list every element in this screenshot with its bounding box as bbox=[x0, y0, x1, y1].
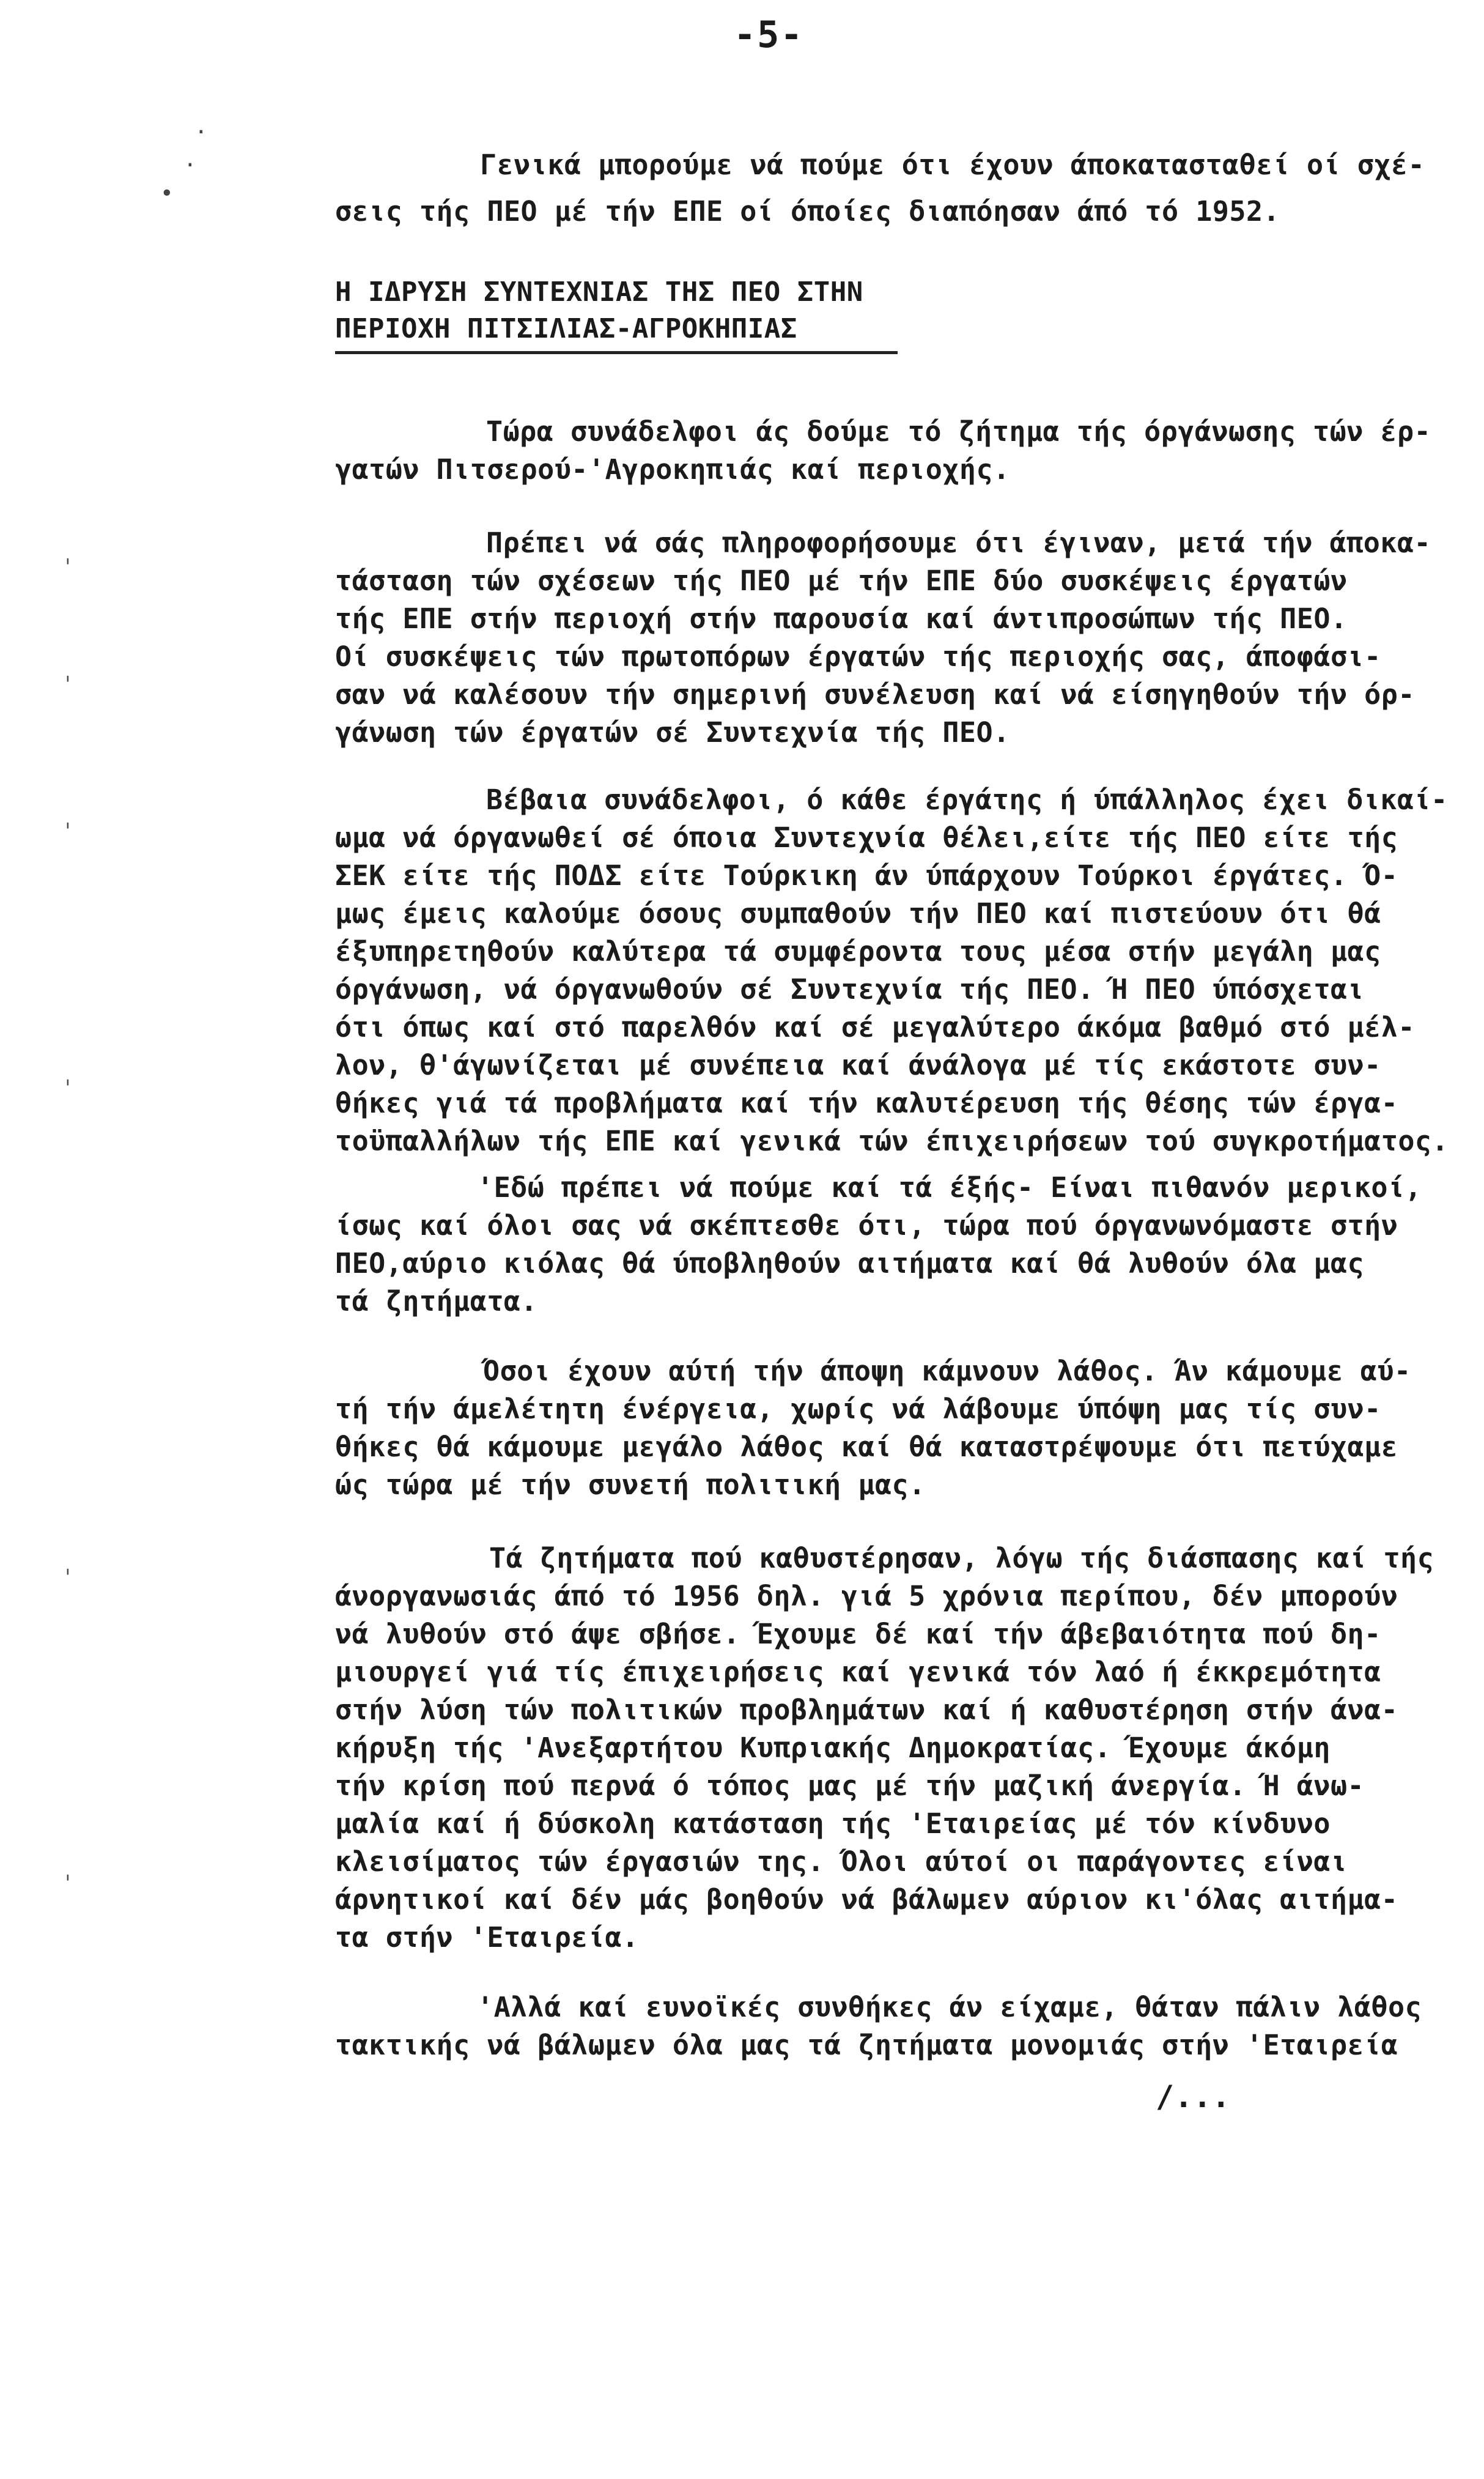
text-line: Πρέπει νά σάς πληροφορήσουμε ότι έγιναν, μετά τήν άποκα- bbox=[486, 527, 1431, 559]
margin-dot: ˈ bbox=[61, 555, 75, 580]
text-line: θήκες θά κάμουμε μεγάλο λάθος καί θά καταστρέψουμε ότι πετύχαμε bbox=[335, 1431, 1398, 1463]
text-line: τάσταση τών σχέσεων τής ΠΕΟ μέ τήν ΕΠΕ δύο συσκέψεις έργατών bbox=[335, 565, 1348, 597]
text-line: νά λυθούν στό άψε σβήσε. Έχουμε δέ καί τήν άβεβαιότητα πού δη- bbox=[335, 1618, 1381, 1650]
text-line: σεις τής ΠΕΟ μέ τήν ΕΠΕ οί όποίες διαπόησαν άπό τό 1952. bbox=[335, 195, 1280, 228]
text-line: ΣΕΚ είτε τής ΠΟΔΣ είτε Τούρκικη άν ύπάρχουν Τούρκοι έργάτες. Ό- bbox=[335, 859, 1398, 892]
text-line: θήκες γιά τά προβλήματα καί τήν καλυτέρευση τής θέσης τών έργα- bbox=[335, 1087, 1398, 1119]
text-line: τή τήν άμελέτητη ένέργεια, χωρίς νά λάβουμε ύπόψη μας τίς συν- bbox=[335, 1393, 1381, 1425]
text-line: κήρυξη τής 'Ανεξαρτήτου Κυπριακής Δημοκρατίας. Έχουμε άκόμη bbox=[335, 1732, 1331, 1764]
margin-dot: · bbox=[183, 153, 197, 178]
text-line: κλεισίματος τών έργασιών της. Όλοι αύτοί οι παράγοντες είναι bbox=[335, 1845, 1348, 1878]
text-line: μιουργεί γιά τίς έπιχειρήσεις καί γενικά τόν λαό ή έκκρεμότητα bbox=[335, 1656, 1381, 1688]
margin-dot: ˈ bbox=[61, 820, 75, 845]
text-line: άρνητικοί καί δέν μάς βοηθούν νά βάλωμεν αύριον κι'όλας αιτήμα- bbox=[335, 1883, 1398, 1916]
heading-line: Η ΙΔΡΥΣΗ ΣΥΝΤΕΧΝΙΑΣ ΤΗΣ ΠΕΟ ΣΤΗΝ bbox=[335, 276, 863, 308]
text-line: σαν νά καλέσουν τήν σημερινή συνέλευση καί νά είσηγηθούν τήν όρ- bbox=[335, 678, 1415, 711]
text-line: τακτικής νά βάλωμεν όλα μας τά ζητήματα μονομιάς στήν 'Εταιρεία bbox=[335, 2029, 1398, 2061]
text-line: μαλία καί ή δύσκολη κατάσταση τής 'Εταιρείας μέ τόν κίνδυνο bbox=[335, 1807, 1331, 1840]
continuation-mark: /... bbox=[1156, 2079, 1231, 2114]
text-line: ΠΕΟ,αύριο κιόλας θά ύποβληθούν αιτήματα καί θά λυθούν όλα μας bbox=[335, 1247, 1365, 1280]
text-line: Βέβαια συνάδελφοι, ό κάθε έργάτης ή ύπάλληλος έχει δικαί- bbox=[486, 784, 1448, 816]
text-line: τα στήν 'Εταιρεία. bbox=[335, 1921, 639, 1954]
text-line: γάνωση τών έργατών σέ Συντεχνία τής ΠΕΟ. bbox=[335, 716, 1010, 749]
text-line: τήν κρίση πού περνά ό τόπος μας μέ τήν μαζική άνεργία. Ή άνω- bbox=[335, 1769, 1365, 1802]
text-line: ότι όπως καί στό παρελθόν καί σέ μεγαλύτερο άκόμα βαθμό στό μέλ- bbox=[335, 1011, 1415, 1043]
text-line: Τά ζητήματα πού καθυστέρησαν, λόγω τής διάσπασης καί τής bbox=[489, 1542, 1434, 1574]
text-line: Οί συσκέψεις τών πρωτοπόρων έργατών τής περιοχής σας, άποφάσι- bbox=[335, 640, 1381, 673]
text-line: γατών Πιτσερού-'Αγροκηπιάς καί περιοχής. bbox=[335, 453, 1010, 486]
text-line: άνοργανωσιάς άπό τό 1956 δηλ. γιά 5 χρόνια περίπου, δέν μπορούν bbox=[335, 1580, 1398, 1612]
heading-line: ΠΕΡΙΟΧΗ ΠΙΤΣΙΛΙΑΣ-ΑΓΡΟΚΗΠΙΑΣ bbox=[335, 313, 797, 344]
margin-dot: ˈ bbox=[61, 673, 75, 698]
margin-dot: ˈ bbox=[61, 1076, 75, 1102]
text-line: έξυπηρετηθούν καλύτερα τά συμφέροντα τους μέσα στήν μεγάλη μας bbox=[335, 935, 1381, 968]
text-line: Γενικά μπορούμε νά πούμε ότι έχουν άποκατασταθεί οί σχέ- bbox=[480, 149, 1425, 181]
text-line: τής ΕΠΕ στήν περιοχή στήν παρουσία καί άντιπροσώπων τής ΠΕΟ. bbox=[335, 602, 1348, 635]
text-line: τά ζητήματα. bbox=[335, 1285, 538, 1317]
margin-dot: ˈ bbox=[61, 1566, 75, 1591]
text-line: μως έμεις καλούμε όσους συμπαθούν τήν ΠΕΟ καί πιστεύουν ότι θά bbox=[335, 897, 1381, 930]
text-line: 'Εδώ πρέπει νά πούμε καί τά έξής- Είναι πιθανόν μερικοί, bbox=[477, 1171, 1422, 1204]
text-line: ώς τώρα μέ τήν συνετή πολιτική μας. bbox=[335, 1469, 926, 1501]
text-line: Τώρα συνάδελφοι άς δούμε τό ζήτημα τής όργάνωσης τών έρ- bbox=[486, 415, 1431, 448]
heading-underline bbox=[335, 351, 898, 354]
text-line: όργάνωση, νά όργανωθούν σέ Συντεχνία τής ΠΕΟ. Ή ΠΕΟ ύπόσχεται bbox=[335, 973, 1365, 1006]
page-number: -5- bbox=[734, 13, 804, 56]
margin-dot: ˈ bbox=[61, 1872, 75, 1897]
text-line: τοϋπαλλήλων τής ΕΠΕ καί γενικά τών έπιχειρήσεων τού συγκροτήματος. bbox=[335, 1125, 1449, 1157]
text-line: Όσοι έχουν αύτή τήν άποψη κάμνουν λάθος. Άν κάμουμε αύ- bbox=[483, 1355, 1411, 1387]
text-line: λον, θ'άγωνίζεται μέ συνέπεια καί άνάλογα μέ τίς εκάστοτε συν- bbox=[335, 1049, 1381, 1081]
text-line: ίσως καί όλοι σας νά σκέπτεσθε ότι, τώρα πού όργανωνόμαστε στήν bbox=[335, 1209, 1398, 1242]
margin-dot: · bbox=[194, 120, 208, 145]
text-line: ωμα νά όργανωθεί σέ όποια Συντεχνία θέλει,είτε τής ΠΕΟ είτε τής bbox=[335, 821, 1398, 854]
margin-dot: • bbox=[160, 181, 174, 206]
text-line: 'Αλλά καί ευνοϊκές συνθήκες άν είχαμε, θάταν πάλιν λάθος bbox=[477, 1991, 1422, 2023]
text-line: στήν λύση τών πολιτικών προβλημάτων καί ή καθυστέρηση στήν άνα- bbox=[335, 1694, 1398, 1726]
